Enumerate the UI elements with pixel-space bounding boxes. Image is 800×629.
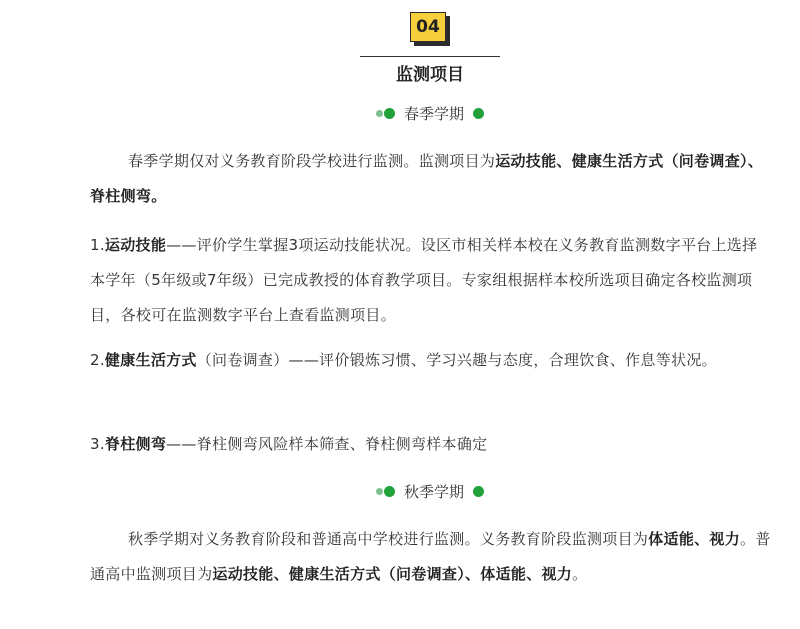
bullet-dot-light-icon [376,110,383,117]
section-number-badge [410,12,450,46]
autumn-heading [0,481,800,502]
item-title: 脊柱侧弯 [104,435,167,453]
spring-intro-items: 运动技能、健康生活方式（问卷调查）、脊柱侧弯。 [90,152,764,205]
item-number: 3. [90,435,105,453]
autumn-intro-text: 秋季学期对义务教育阶段和普通高中学校进行监测。义务教育阶段监测项目为 [128,530,649,548]
bullet-dot-icon [384,108,395,119]
title-divider [360,56,500,57]
spring-item-1 [90,228,772,333]
spring-label: 春季学期 [403,105,464,123]
autumn-intro-mid: 。普通高中监测项目为 [90,530,771,583]
autumn-compulsory-items: 体适能、视力 [648,530,741,548]
spring-item-2 [90,343,772,378]
spring-heading [0,103,800,124]
spring-intro [90,144,772,214]
bullet-dot-icon [384,486,395,497]
bullet-dot-icon [473,486,484,497]
autumn-intro-end: 。 [572,565,588,583]
item-description: ——评价学生掌握3项运动技能状况。设区市相关样本校在义务教育监测数字平台上选择本学年（5年级或7年级）已完成教授的体育教学项目。专家组根据样本校所选项目确定各校监测项目，各校可在监测数字平台上查看监测项目。 [90,236,758,324]
autumn-label: 秋季学期 [403,483,464,501]
item-number: 1. [90,236,105,254]
item-number: 2. [90,351,105,369]
bullet-dot-light-icon [376,488,383,495]
section-title: 监测项目 [396,65,464,85]
spring-intro-text: 春季学期仅对义务教育阶段学校进行监测。监测项目为 [128,152,496,170]
item-title: 健康生活方式 [104,351,197,369]
section-number: 04 [410,12,446,42]
autumn-highschool-items: 运动技能、健康生活方式（问卷调查）、体适能、视力 [212,565,573,583]
item-description: （问卷调查）——评价锻炼习惯、学习兴趣与态度，合理饮食、作息等状况。 [196,351,717,369]
spring-item-3 [90,427,772,462]
bullet-dot-icon [473,108,484,119]
autumn-intro [90,522,772,592]
item-title: 运动技能 [104,236,167,254]
item-description: ——脊柱侧弯风险样本筛查、脊柱侧弯样本确定 [166,435,488,453]
